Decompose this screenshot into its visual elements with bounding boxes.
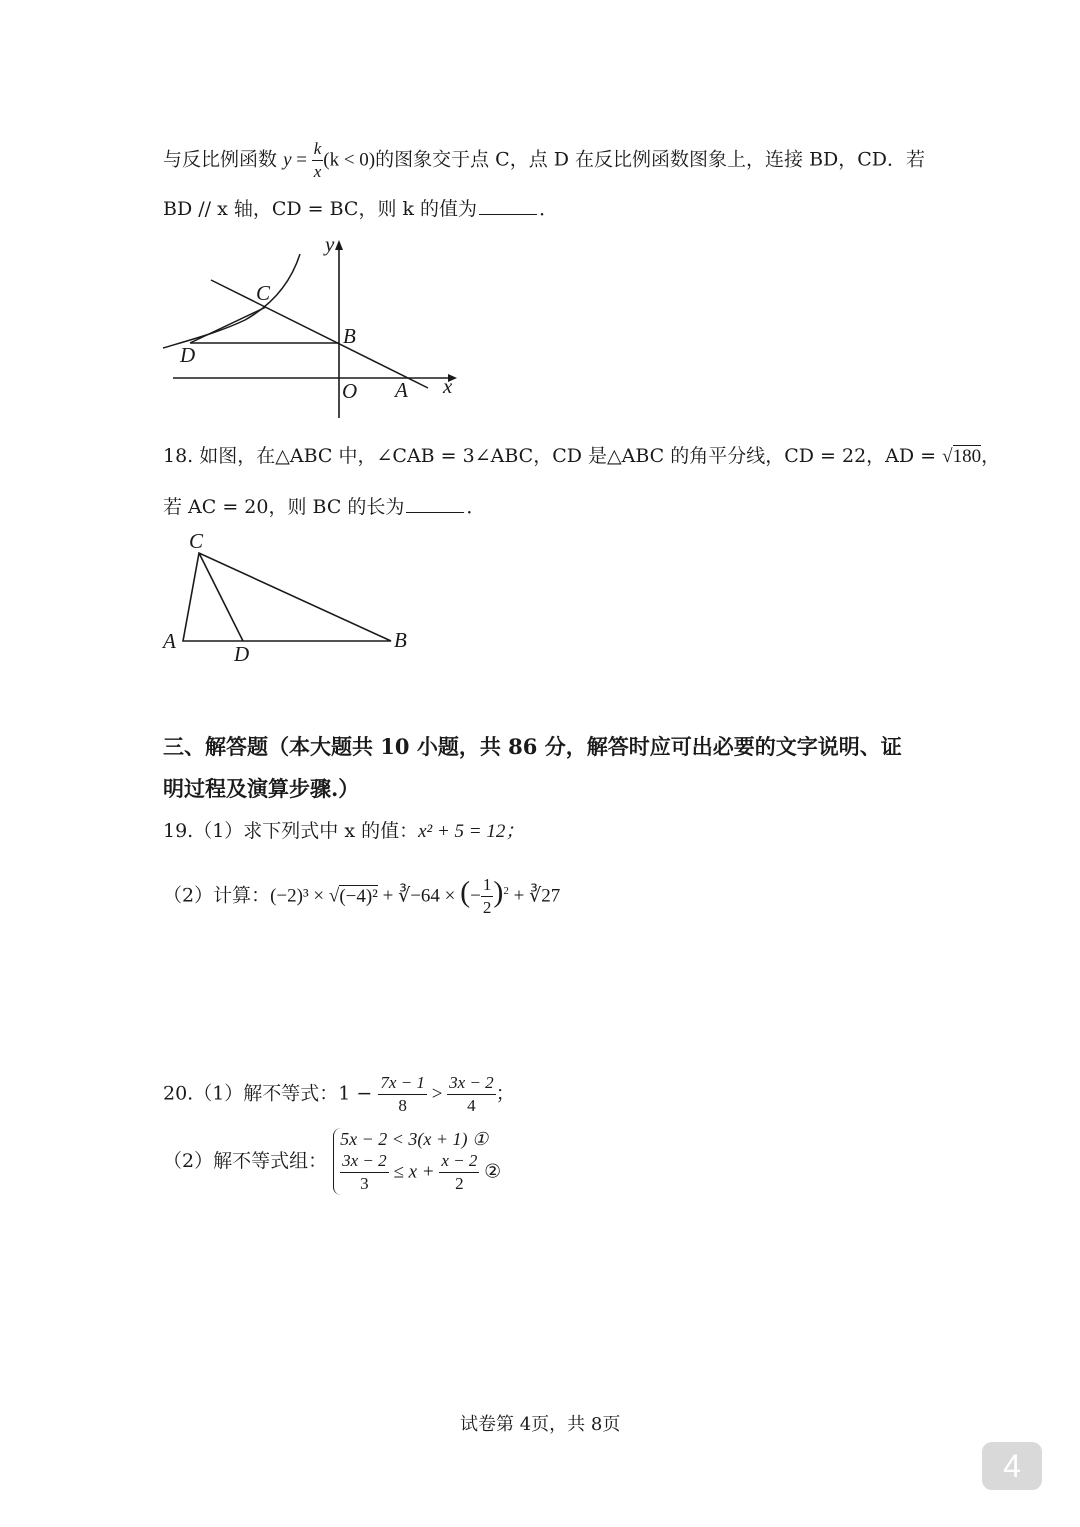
label-a2: A: [163, 629, 176, 653]
line-cba: [211, 280, 428, 388]
answer-blank-2[interactable]: [406, 496, 464, 513]
q20-part1: 20.（1）解不等式：1 − $\frac{7x - 1}{8}$ > $\frac{3x - 2}{4}$ ；: [163, 1073, 515, 1115]
label-b: B: [343, 324, 356, 348]
hyperbola-curve: [163, 254, 300, 348]
y-axis-arrow: [335, 240, 343, 250]
q19-part2: （2）计算：(−2)³ × √(−4)² + ∛−64 × (− $\frac{1}{2}$ )$^2$ + ∛27: [163, 875, 561, 917]
q20-fraction-1: $\frac{7x - 1}{8}$: [380, 1073, 425, 1115]
q20-fraction-2: $\frac{3x - 2}{4}$: [449, 1073, 494, 1115]
inequality-system: 5x − 2 < 3(x + 1) ① $\frac{3x - 2}{3}$ ≤ x + $\frac{x - 2}{2}$ ②: [333, 1128, 501, 1195]
label-c: C: [256, 281, 271, 305]
triangle-abc: [183, 553, 391, 641]
label-d2: D: [234, 642, 250, 666]
section3-heading-line1: 三、解答题（本大题共 10 小题，共 86 分，解答时应可出必要的文字说明、证: [163, 734, 902, 759]
q20-part2: （2）解不等式组： 5x − 2 < 3(x + 1) ① $\frac{3x - 2}{3}$ ≤ x + $\frac{x - 2}{2}$ ②: [163, 1129, 502, 1193]
label-c2: C: [189, 529, 204, 553]
q18-line2: 若 AC = 20，则 BC 的长为 ．: [163, 496, 486, 518]
label-a: A: [395, 378, 408, 402]
label-o: O: [342, 379, 358, 403]
label-d: D: [180, 343, 196, 367]
q18-line1: 18. 如图，在△ABC 中，∠CAB = 3∠ABC，CD 是△ABC 的角平分线，CD = 22，AD = √180，: [163, 445, 1001, 467]
page-number-badge[interactable]: 4: [982, 1442, 1042, 1490]
label-x: x: [443, 374, 453, 398]
q19-part1: 19.（1）求下列式中 x 的值：x² + 5 = 12；: [163, 820, 525, 842]
segment-cd-bisector: [199, 553, 243, 641]
label-y: y: [325, 232, 335, 256]
segment-cd: [190, 307, 266, 343]
q20-system-fraction-1: $\frac{3x - 2}{3}$: [342, 1151, 387, 1193]
sqrt-symbol: √: [942, 446, 953, 467]
q17-line1: 与反比例函数 y = $\frac{k}{x}$ (k < 0)的图象交于点 C，点 D 在反比例函数图象上，连接 BD，CD．若: [163, 139, 926, 181]
page-footer: 试卷第 4页，共 8页: [460, 1414, 621, 1435]
q17-line2: BD // x 轴，CD = BC，则 k 的值为 ．: [163, 198, 559, 220]
sqrt-symbol-2: √: [328, 885, 340, 907]
section3-heading-line2: 明过程及演算步骤.）: [163, 776, 360, 801]
label-b2: B: [394, 628, 407, 652]
q19-fraction: $\frac{1}{2}$: [482, 875, 492, 917]
q17-function-fraction: $\frac{k}{x}$: [313, 139, 322, 181]
q20-system-fraction-2: $\frac{x - 2}{2}$: [441, 1151, 478, 1193]
